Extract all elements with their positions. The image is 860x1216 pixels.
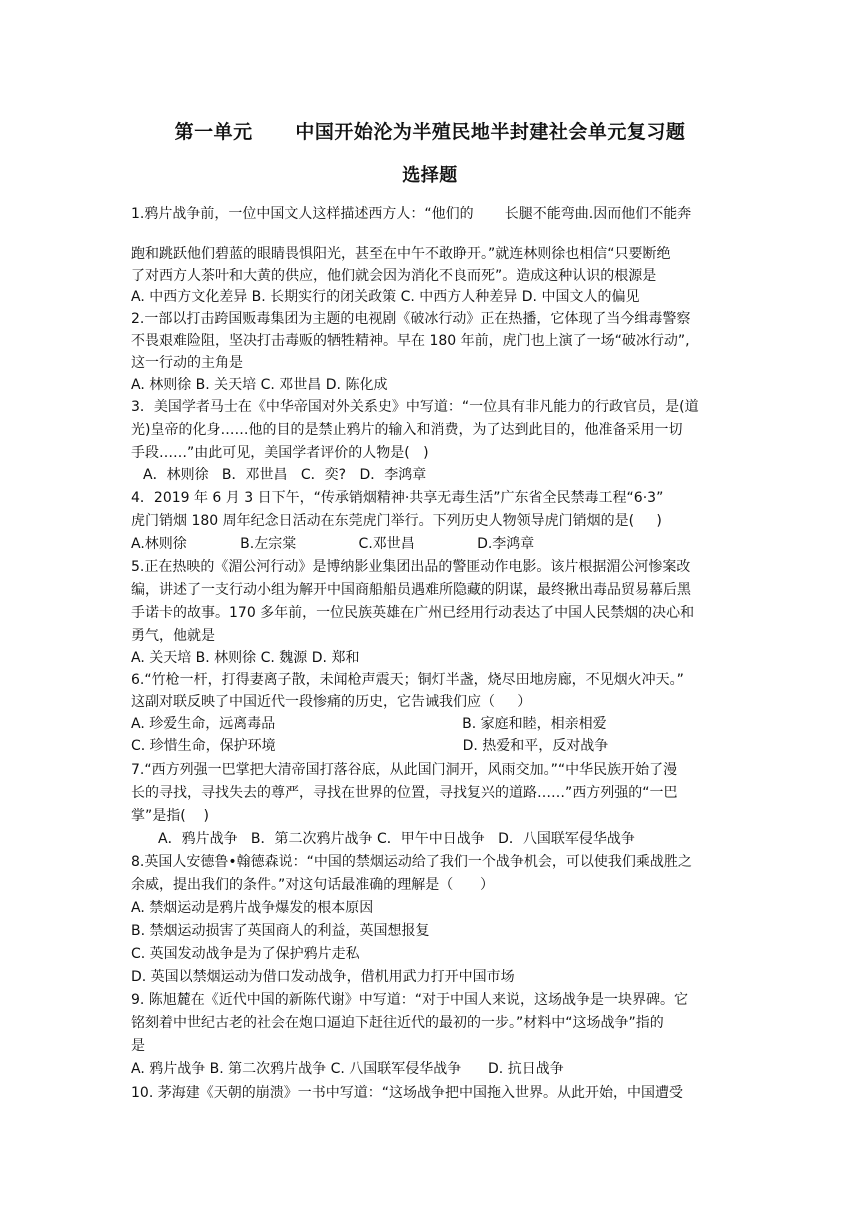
text-line: 跑和跳跃他们碧蓝的眼睛畏惧阳光，甚至在中午不敢睁开。”就连林则徐也相信“只要断绝 (131, 246, 671, 262)
text-line: 这一行动的主角是 (131, 355, 243, 371)
text-line: 余威，提出我们的条件。”对这句话最准确的理解是（ ） (131, 877, 494, 893)
answer-options: C. 珍惜生命，保护环境 D. 热爱和平，反对战争 (131, 738, 609, 754)
text-line: 长的寻找，寻找失去的尊严，寻找在世界的位置，寻找复兴的道路……”西方列强的“一巴 (131, 785, 678, 801)
answer-options: A．鸦片战争 B．第二次鸦片战争 C．甲午中日战争 D．八国联军侵华战争 (158, 831, 635, 847)
answer-options: A. 关天培 B. 林则徐 C. 魏源 D. 郑和 (131, 650, 360, 666)
text-line: 是 (131, 1038, 145, 1054)
text-line: 6.“竹枪一杆，打得妻离子散，未闻枪声震天；铜灯半盏，烧尽田地房廊，不见烟火冲天。” (131, 672, 684, 688)
answer-options: A. 鸦片战争 B. 第二次鸦片战争 C. 八国联军侵华战争 D. 抗日战争 (131, 1061, 564, 1077)
section-heading: 选择题 (402, 165, 458, 186)
text-line: 掌”是指( ) (131, 808, 209, 824)
text-line: 不畏艰难险阻，坚决打击毒贩的牺牲精神。早在 180 年前，虎门也上演了一场“破冰行动”, (131, 333, 690, 349)
text-line: 5.正在热映的《湄公河行动》是博纳影业集团出品的警匪动作电影。该片根据湄公河惨案改 (131, 559, 691, 575)
answer-options: A．林则徐 B．邓世昌 C．奕? D．李鸿章 (143, 467, 427, 483)
text-line: 这副对联反映了中国近代一段惨痛的历史，它告诫我们应（ ） (131, 694, 532, 710)
answer-option: D. 英国以禁烟运动为借口发动战争，借机用武力打开中国市场 (131, 969, 515, 985)
text-line: 10. 茅海建《天朝的崩溃》一书中写道：“这场战争把中国拖入世界。从此开始，中国遭受 (131, 1085, 683, 1101)
answer-option: A. 禁烟运动是鸦片战争爆发的根本原因 (131, 900, 374, 916)
text-line: 7.“西方列强一巴掌把大清帝国打落谷底，从此国门洞开，风雨交加。”“中华民族开始了漫 (131, 762, 678, 778)
text-line: 1.鸦片战争前，一位中国文人这样描述西方人：“他们的 长腿不能弯曲.因而他们不能奔 (131, 206, 692, 222)
answer-options: A.林则徐 B.左宗棠 C.邓世昌 D.李鸿章 (131, 536, 535, 552)
answer-options: A. 林则徐 B. 关天培 C. 邓世昌 D. 陈化成 (131, 377, 388, 393)
text-line: 3．美国学者马士在《中华帝国对外关系史》中写道：“一位具有非凡能力的行政官员，是(道 (131, 399, 699, 415)
text-line: 编，讲述了一支行动小组为解开中国商船船员遇难所隐藏的阴谋，最终揪出毒品贸易幕后黑 (131, 582, 691, 598)
answer-options: A. 中西方文化差异 B. 长期实行的闭关政策 C. 中西方人种差异 D. 中国文人的偏见 (131, 289, 640, 305)
answer-option: B. 禁烟运动损害了英国商人的利益，英国想报复 (131, 923, 430, 939)
text-line: 光)皇帝的化身……他的目的是禁止鸦片的输入和消费，为了达到此目的，他准备采用一切 (131, 422, 683, 438)
text-line: 4．2019 年 6 月 3 日下午，“传承销烟精神·共享无毒生活”广东省全民禁毒工程“6·3” (131, 490, 664, 506)
text-line: 9. 陈旭麓在《近代中国的新陈代谢》中写道：“对于中国人来说，这场战争是一块界碑。它 (131, 992, 689, 1008)
document-title: 第一单元 中国开始沦为半殖民地半封建社会单元复习题 (174, 121, 686, 143)
text-line: 铭刻着中世纪古老的社会在炮口逼迫下赶往近代的最初的一步。”材料中“这场战争”指的 (131, 1015, 664, 1031)
text-line: 2.一部以打击跨国贩毒集团为主题的电视剧《破冰行动》正在热播，它体现了当今缉毒警察 (131, 311, 691, 327)
answer-option: C. 英国发动战争是为了保护鸦片走私 (131, 946, 360, 962)
text-line: 虎门销烟 180 周年纪念日活动在东莞虎门举行。下列历史人物领导虎门销烟的是( ) (131, 513, 662, 529)
text-line: 8.英国人安德鲁•翰德森说：“中国的禁烟运动给了我们一个战争机会，可以使我们乘战胜之 (131, 854, 692, 870)
text-line: 手段……”由此可见，美国学者评价的人物是( ) (131, 445, 429, 461)
text-line: 勇气，他就是 (131, 628, 215, 644)
answer-options: A. 珍爱生命，远离毒品 B. 家庭和睦，相亲相爱 (131, 716, 607, 732)
text-line: 了对西方人茶叶和大黄的供应，他们就会因为消化不良而死”。造成这种认识的根源是 (131, 268, 657, 284)
text-line: 手诺卡的故事。170 多年前，一位民族英雄在广州已经用行动表达了中国人民禁烟的决心和 (131, 605, 695, 621)
